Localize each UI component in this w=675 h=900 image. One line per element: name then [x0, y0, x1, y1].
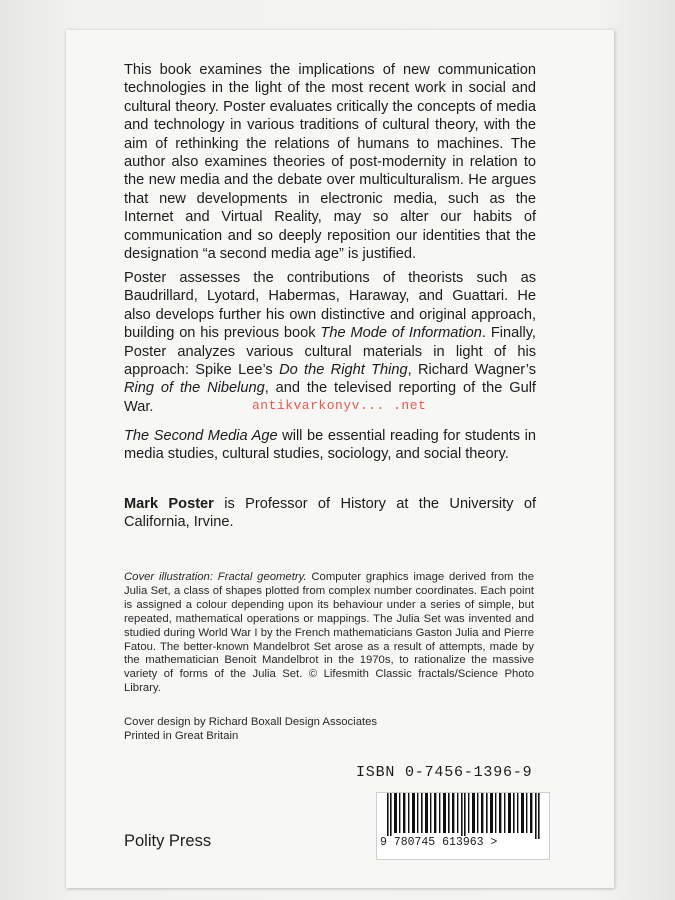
book-back-cover: [66, 30, 614, 888]
barcode-bars: [385, 793, 545, 839]
blurb-text-1: This book examines the implications of new communication technologies in the light of the most recent work in social and cultural theory. Poster evaluates critically the concepts of media and technology in various traditions of cultural theory, with the aim of rethinking the relations of humans to machines. The author also examines theories of post-modernity in relation to the new media and the debate over multiculturalism. He argues that new developments in electronic media, such as the Internet and Virtual Reality, may so alter our habits of communication and so deeply reposition our identities that the designation “a second media age” is justified.: [124, 62, 536, 263]
blurb-paragraph-1: [124, 61, 536, 263]
blurb-text-3: will be essential reading for students in media studies, cultural studies, sociology, and social theory.: [124, 428, 536, 463]
blurb-text-2a: Poster assesses the contributions of theorists such as Baudrillard, Lyotard, Habermas, Haraway, and Guattari. He also develops further his own distinctive and original approach, building on his previous book: [124, 270, 536, 342]
blurb-paragraph-3: [124, 427, 536, 464]
author-bio-text: is Professor of History at the University of California, Irvine.: [124, 496, 536, 531]
blurb-paragraph-2: [124, 269, 536, 416]
previous-book-title: The Mode of Information: [320, 325, 482, 342]
credits: [124, 716, 534, 744]
isbn: ISBN 0-7456-1396-9: [356, 764, 533, 781]
author-name: Mark Poster: [124, 496, 214, 512]
cover-illustration-label: Cover illustration: Fractal geometry.: [124, 571, 307, 583]
cover-illustration-text: Computer graphics image derived from the Julia Set, a class of shapes plotted from complex number coordinates. Each point is assigned a colour depending upon its behaviour under a series of simple, but repeated, mathematical operations or mappings. The Julia Set was invented and studied during World War I by the French mathematicians Gaston Julia and Pierre Fatou. The better-known Mandelbrot Set arose as a result of attempts, made by the mathematician Benoit Mandelbrot in the 1970s, to rationalize the massive variety of forms of the Julia Set. © Lifesmith Classic fractals/Science Photo Library.: [124, 571, 534, 695]
author-bio: [124, 495, 536, 532]
publisher-name: Polity Press: [124, 832, 212, 850]
opera-title: Ring of the Nibelung: [124, 380, 265, 397]
barcode-number: 9 780745 613963 >: [380, 836, 498, 849]
blurb-text-2d: , and the televised reporting of the Gulf War.: [124, 380, 536, 415]
blurb-text-2b: . Finally, Poster analyzes various cultural materials in light of his approach: Spike Lee’s: [124, 325, 536, 379]
printed-in: Printed in Great Britain: [124, 729, 239, 742]
film-title: Do the Right Thing: [279, 362, 408, 379]
book-title: The Second Media Age: [124, 428, 278, 444]
barcode: [376, 792, 550, 860]
blurb-text-2c: , Richard Wagner’s: [407, 362, 536, 379]
design-credit: Cover design by Richard Boxall Design Associates: [124, 716, 378, 728]
cover-illustration-note: [124, 571, 534, 696]
watermark-text: antikvarkonyv... .net: [252, 398, 427, 413]
